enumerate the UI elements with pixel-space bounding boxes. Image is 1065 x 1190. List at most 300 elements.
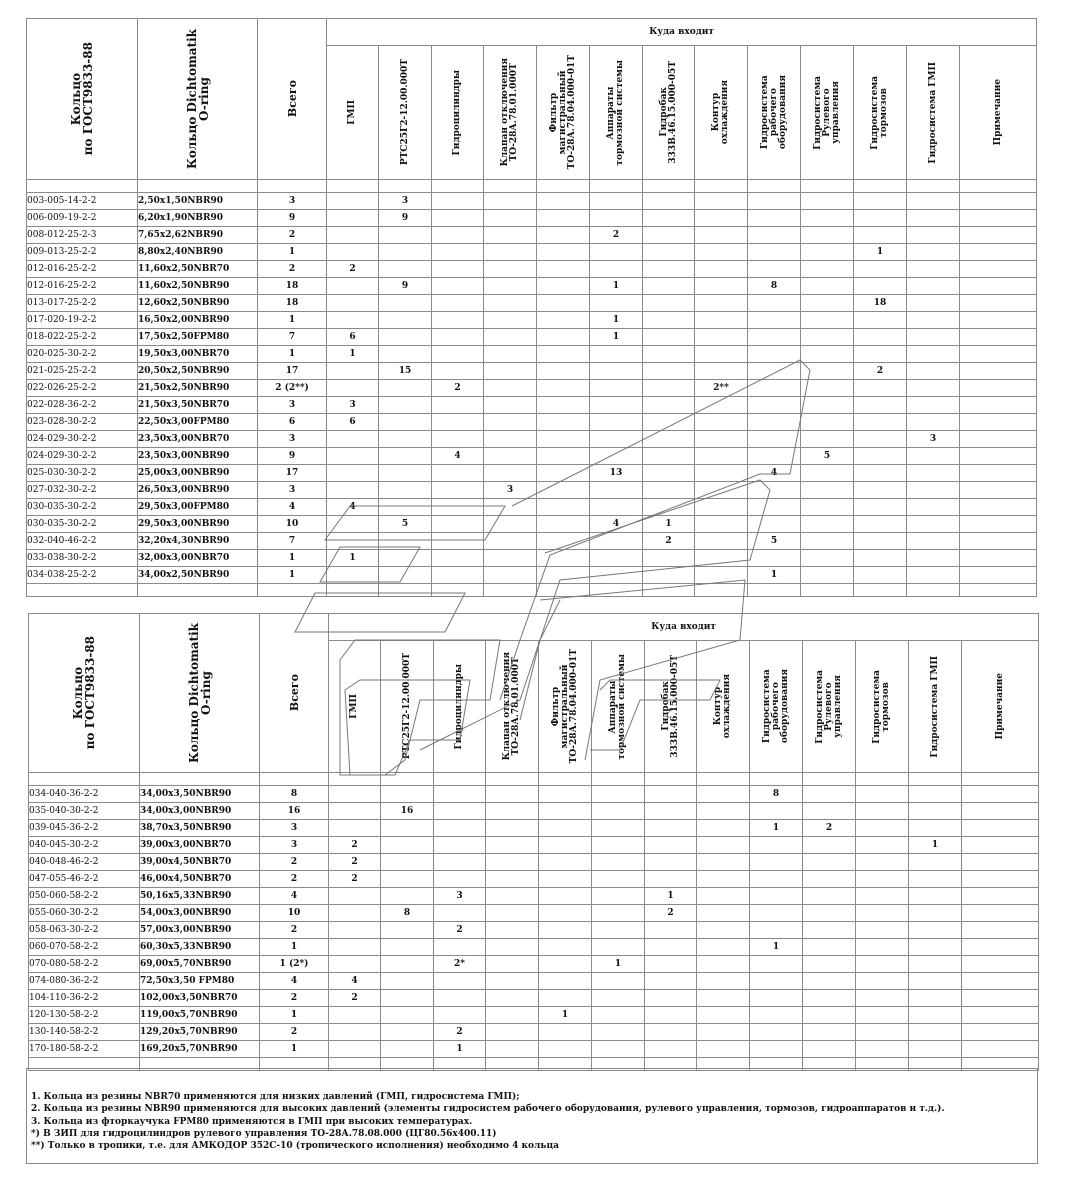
quantity-cell [962,888,1039,905]
quantity-cell [803,939,856,956]
quantity-cell [803,1041,856,1058]
quantity-cell [592,1007,645,1024]
quantity-cell [645,837,697,854]
quantity-cell [537,295,590,312]
quantity-cell [695,567,748,584]
quantity-cell [432,431,484,448]
quantity-cell [909,1007,962,1024]
table-row [27,227,1037,244]
ring-gost-cell: 039-045-36-2-2 [29,820,140,837]
quantity-cell [907,465,960,482]
quantity-cell [432,210,484,227]
quantity-cell [592,871,645,888]
quantity-cell [856,1041,909,1058]
quantity-cell: 2 [590,227,643,244]
quantity-cell [645,803,697,820]
quantity-cell [856,803,909,820]
quantity-cell [379,329,432,346]
quantity-cell [960,312,1037,329]
quantity-cell [748,431,801,448]
quantity-cell [592,1024,645,1041]
header-dest-col: Гидросистема ГМП [909,641,962,773]
quantity-cell [856,1007,909,1024]
ring-dichtomatik-cell: 19,50x3,00NBR70 [138,346,258,363]
quantity-cell [539,871,592,888]
ring-dichtomatik-cell: 119,00x5,70NBR90 [140,1007,260,1024]
ring-gost-cell: 055-060-30-2-2 [29,905,140,922]
quantity-cell [801,227,854,244]
ring-dichtomatik-cell: 26,50x3,00NBR90 [138,482,258,499]
header-total: Всего [258,19,327,180]
table-cell [801,180,854,193]
quantity-cell: 13 [590,465,643,482]
header-dest-col: Гидроцилиндры [432,46,484,180]
quantity-cell [801,516,854,533]
ring-gost-cell: 034-040-36-2-2 [29,786,140,803]
table-cell [327,584,379,597]
header-dest-col: РТС25Г2-12.00.000Т [379,46,432,180]
total-cell: 3 [260,820,329,837]
quantity-cell [432,193,484,210]
quantity-cell [748,516,801,533]
quantity-cell: 1 [327,346,379,363]
quantity-cell [590,244,643,261]
quantity-cell [960,295,1037,312]
quantity-cell [909,990,962,1007]
table-cell [27,584,138,597]
header-dest-col: Гидробак 333В.46.15.000-05Т [643,46,695,180]
total-cell: 3 [258,431,327,448]
ring-gost-cell: 047-055-46-2-2 [29,871,140,888]
ring-dichtomatik-cell: 38,70x3,50NBR90 [140,820,260,837]
quantity-cell [960,414,1037,431]
header-dest-col: Гидросистема тормозов [856,641,909,773]
quantity-cell [592,939,645,956]
quantity-cell [539,837,592,854]
table-row [27,533,1037,550]
quantity-cell [960,516,1037,533]
quantity-cell [750,990,803,1007]
quantity-cell [434,1007,486,1024]
ring-gost-cell: 025-030-30-2-2 [27,465,138,482]
table-cell [697,773,750,786]
table-row [27,329,1037,346]
total-cell: 10 [258,516,327,533]
quantity-cell [484,567,537,584]
header-dest-col: ГМП [329,641,381,773]
quantity-cell [856,871,909,888]
quantity-cell [539,939,592,956]
ring-gost-cell: 033-038-30-2-2 [27,550,138,567]
quantity-cell [801,278,854,295]
quantity-cell [695,261,748,278]
quantity-cell: 1 [645,888,697,905]
total-cell: 7 [258,329,327,346]
table-cell [643,584,695,597]
ring-dichtomatik-cell: 12,60x2,50NBR90 [138,295,258,312]
quantity-cell [327,312,379,329]
table-row [29,820,1039,837]
quantity-cell: 1 [750,820,803,837]
table-row [27,516,1037,533]
spacer-row [27,584,1037,597]
quantity-cell [327,193,379,210]
ring-dichtomatik-cell: 29,50x3,00NBR90 [138,516,258,533]
header-dest-col: Гидросистема тормозов [854,46,907,180]
quantity-cell [960,380,1037,397]
quantity-cell [486,837,539,854]
quantity-cell: 1 [590,278,643,295]
quantity-cell [801,499,854,516]
quantity-cell [909,871,962,888]
ring-gost-cell: 017-020-19-2-2 [27,312,138,329]
table-row [29,956,1039,973]
quantity-cell [801,346,854,363]
quantity-cell [537,431,590,448]
table-row [27,465,1037,482]
header-dest-col: Гидросистема Рулевого управления [801,46,854,180]
quantity-cell [695,516,748,533]
note-line: 2. Кольца из резины NBR90 применяются для высоких давлений (элементы гидросистем рабочего оборудования, рулевого управления, тормозов, гидроаппаратов и т.д.). [31,1104,945,1115]
ring-gost-cell: 003-005-14-2-2 [27,193,138,210]
total-cell: 8 [260,786,329,803]
header-dest-col: Фильтр магистральный ТО-28А.78.04.000-01Т [539,641,592,773]
table-cell [801,584,854,597]
quantity-cell [909,1041,962,1058]
quantity-cell [856,837,909,854]
quantity-cell [645,854,697,871]
quantity-cell [327,482,379,499]
ring-dichtomatik-cell: 2,50x1,50NBR90 [138,193,258,210]
quantity-cell [486,888,539,905]
quantity-cell [803,837,856,854]
quantity-cell [537,550,590,567]
quantity-cell [962,973,1039,990]
table-row [29,854,1039,871]
quantity-cell [379,431,432,448]
quantity-cell: 3 [327,397,379,414]
quantity-cell [803,1007,856,1024]
quantity-cell [803,1024,856,1041]
quantity-cell [803,922,856,939]
quantity-cell [748,312,801,329]
ring-dichtomatik-cell: 54,00x3,00NBR90 [140,905,260,922]
table-cell [381,773,434,786]
quantity-cell [537,363,590,380]
quantity-cell [801,193,854,210]
quantity-cell [801,363,854,380]
quantity-cell [748,346,801,363]
quantity-cell [697,1024,750,1041]
ring-dichtomatik-cell: 169,20x5,70NBR90 [140,1041,260,1058]
quantity-cell [854,482,907,499]
header-where-used: Куда входит [329,614,1039,641]
quantity-cell [379,499,432,516]
table-row [27,261,1037,278]
ring-gost-cell: 008-012-25-2-3 [27,227,138,244]
quantity-cell [854,414,907,431]
total-cell: 1 [258,346,327,363]
table-cell [645,773,697,786]
ring-gost-cell: 021-025-25-2-2 [27,363,138,380]
quantity-cell [907,414,960,431]
quantity-cell [695,244,748,261]
quantity-cell [909,956,962,973]
quantity-cell [432,414,484,431]
ring-table-1 [26,18,1037,597]
quantity-cell [803,803,856,820]
quantity-cell [329,786,381,803]
total-cell: 2 [260,922,329,939]
ring-dichtomatik-cell: 23,50x3,00NBR90 [138,448,258,465]
header-dest-col: Гидросистема ГМП [907,46,960,180]
ring-gost-cell: 013-017-25-2-2 [27,295,138,312]
quantity-cell: 1 [750,939,803,956]
header-dest-col: Гидросистема рабочего оборудования [750,641,803,773]
quantity-cell [590,363,643,380]
quantity-cell [539,786,592,803]
quantity-cell [592,905,645,922]
quantity-cell [486,939,539,956]
quantity-cell [434,990,486,1007]
header-ring-dichtomatik: Кольцо Dichtomatik O-ring [140,614,260,773]
header-dest-col: Гидробак 333В.46.15.000-05Т [645,641,697,773]
quantity-cell [434,820,486,837]
quantity-cell [381,854,434,871]
quantity-cell [962,854,1039,871]
quantity-cell [484,346,537,363]
quantity-cell [960,261,1037,278]
total-cell: 17 [258,465,327,482]
table-cell [27,180,138,193]
quantity-cell [643,431,695,448]
quantity-cell [592,803,645,820]
quantity-cell [909,854,962,871]
table-cell [327,180,379,193]
quantity-cell [750,837,803,854]
quantity-cell [379,448,432,465]
quantity-cell [801,210,854,227]
quantity-cell [854,329,907,346]
quantity-cell [907,380,960,397]
note-line: 1. Кольца из резины NBR70 применяются для низких давлений (ГМП, гидросистема ГМП); [31,1092,520,1102]
quantity-cell [484,465,537,482]
quantity-cell [960,210,1037,227]
quantity-cell [854,380,907,397]
quantity-cell [854,397,907,414]
quantity-cell: 9 [379,210,432,227]
ring-dichtomatik-cell: 29,50x3,00FPM80 [138,499,258,516]
quantity-cell: 1 [590,329,643,346]
quantity-cell [432,516,484,533]
table-cell [379,584,432,597]
quantity-cell [643,380,695,397]
quantity-cell: 2 [643,533,695,550]
quantity-cell [748,397,801,414]
quantity-cell [645,990,697,1007]
quantity-cell [960,567,1037,584]
note-line: 3. Кольца из фторкаучука FPM80 применяются в ГМП при высоких температурах. [31,1116,473,1127]
quantity-cell [590,295,643,312]
table-row [27,278,1037,295]
quantity-cell [590,414,643,431]
ring-dichtomatik-cell: 32,20x4,30NBR90 [138,533,258,550]
quantity-cell: 8 [381,905,434,922]
quantity-cell [962,922,1039,939]
table-row [27,431,1037,448]
quantity-cell [856,956,909,973]
header-dest-col: Аппараты тормозной системы [592,641,645,773]
ring-gost-cell: 027-032-30-2-2 [27,482,138,499]
quantity-cell [907,516,960,533]
quantity-cell [381,871,434,888]
table-row [29,905,1039,922]
header-dest-col: РТС25Г2-12.00.000Т [381,641,434,773]
table-row [27,295,1037,312]
table-row [27,193,1037,210]
quantity-cell [327,567,379,584]
quantity-cell [856,786,909,803]
quantity-cell [645,820,697,837]
quantity-cell [379,295,432,312]
table-cell [484,584,537,597]
quantity-cell: 2 [432,380,484,397]
quantity-cell [484,397,537,414]
quantity-cell: 9 [379,278,432,295]
quantity-cell [695,550,748,567]
quantity-cell: 2 [329,854,381,871]
ring-dichtomatik-cell: 8,80x2,40NBR90 [138,244,258,261]
table-row [27,482,1037,499]
quantity-cell [434,973,486,990]
quantity-cell [854,567,907,584]
quantity-cell [590,380,643,397]
quantity-cell [486,956,539,973]
ring-dichtomatik-cell: 72,50x3,50 FPM80 [140,973,260,990]
header-dest-col: Аппараты тормозной системы [590,46,643,180]
quantity-cell [748,380,801,397]
table-cell [960,180,1037,193]
quantity-cell [697,973,750,990]
quantity-cell [962,990,1039,1007]
ring-table-1-body [27,180,1037,597]
quantity-cell: 4 [329,973,381,990]
quantity-cell [750,1024,803,1041]
quantity-cell [432,278,484,295]
total-cell: 6 [258,414,327,431]
quantity-cell [907,227,960,244]
quantity-cell [909,905,962,922]
spacer-row [29,773,1039,786]
ring-dichtomatik-cell: 21,50x3,50NBR70 [138,397,258,414]
total-cell: 4 [260,888,329,905]
quantity-cell [329,888,381,905]
quantity-cell [854,448,907,465]
quantity-cell: 2* [434,956,486,973]
quantity-cell [909,973,962,990]
quantity-cell [432,397,484,414]
quantity-cell [537,278,590,295]
table-cell [907,584,960,597]
quantity-cell [590,448,643,465]
total-cell: 2 [258,261,327,278]
quantity-cell [379,227,432,244]
table-row [29,803,1039,820]
quantity-cell [432,346,484,363]
quantity-cell [748,193,801,210]
table-cell [434,773,486,786]
quantity-cell [697,854,750,871]
quantity-cell [537,193,590,210]
quantity-cell [748,363,801,380]
quantity-cell [537,312,590,329]
quantity-cell [960,431,1037,448]
quantity-cell [592,973,645,990]
quantity-cell: 1 [748,567,801,584]
ring-gost-cell: 022-028-36-2-2 [27,397,138,414]
ring-gost-cell: 023-028-30-2-2 [27,414,138,431]
quantity-cell: 4 [327,499,379,516]
quantity-cell: 5 [801,448,854,465]
quantity-cell [962,837,1039,854]
quantity-cell [697,1007,750,1024]
quantity-cell [537,346,590,363]
header-ring-dichtomatik: Кольцо Dichtomatik O-ring [138,19,258,180]
ring-gost-cell: 024-029-30-2-2 [27,431,138,448]
quantity-cell [748,482,801,499]
quantity-cell [645,1041,697,1058]
ring-dichtomatik-cell: 6,20x1,90NBR90 [138,210,258,227]
quantity-cell [590,261,643,278]
ring-dichtomatik-cell: 22,50x3,00FPM80 [138,414,258,431]
total-cell: 16 [260,803,329,820]
quantity-cell [643,482,695,499]
quantity-cell [484,550,537,567]
quantity-cell [379,567,432,584]
ring-dichtomatik-cell: 32,00x3,00NBR70 [138,550,258,567]
table-row [29,939,1039,956]
quantity-cell [486,871,539,888]
quantity-cell [432,499,484,516]
quantity-cell [907,448,960,465]
quantity-cell [962,1007,1039,1024]
table-cell [907,180,960,193]
total-cell: 1 [258,244,327,261]
quantity-cell [484,227,537,244]
header-ring-gost: Кольцо по ГОСТ9833-88 [29,614,140,773]
quantity-cell [329,939,381,956]
quantity-cell [381,1024,434,1041]
quantity-cell [801,312,854,329]
table-row [27,414,1037,431]
quantity-cell [645,1024,697,1041]
quantity-cell [695,533,748,550]
quantity-cell [748,244,801,261]
quantity-cell [643,210,695,227]
quantity-cell [537,465,590,482]
quantity-cell [960,448,1037,465]
total-cell: 3 [258,482,327,499]
quantity-cell [643,312,695,329]
table-row [29,1041,1039,1058]
quantity-cell [801,329,854,346]
quantity-cell [590,210,643,227]
table-cell [329,773,381,786]
quantity-cell [801,567,854,584]
quantity-cell [907,278,960,295]
total-cell: 18 [258,295,327,312]
total-cell: 7 [258,533,327,550]
